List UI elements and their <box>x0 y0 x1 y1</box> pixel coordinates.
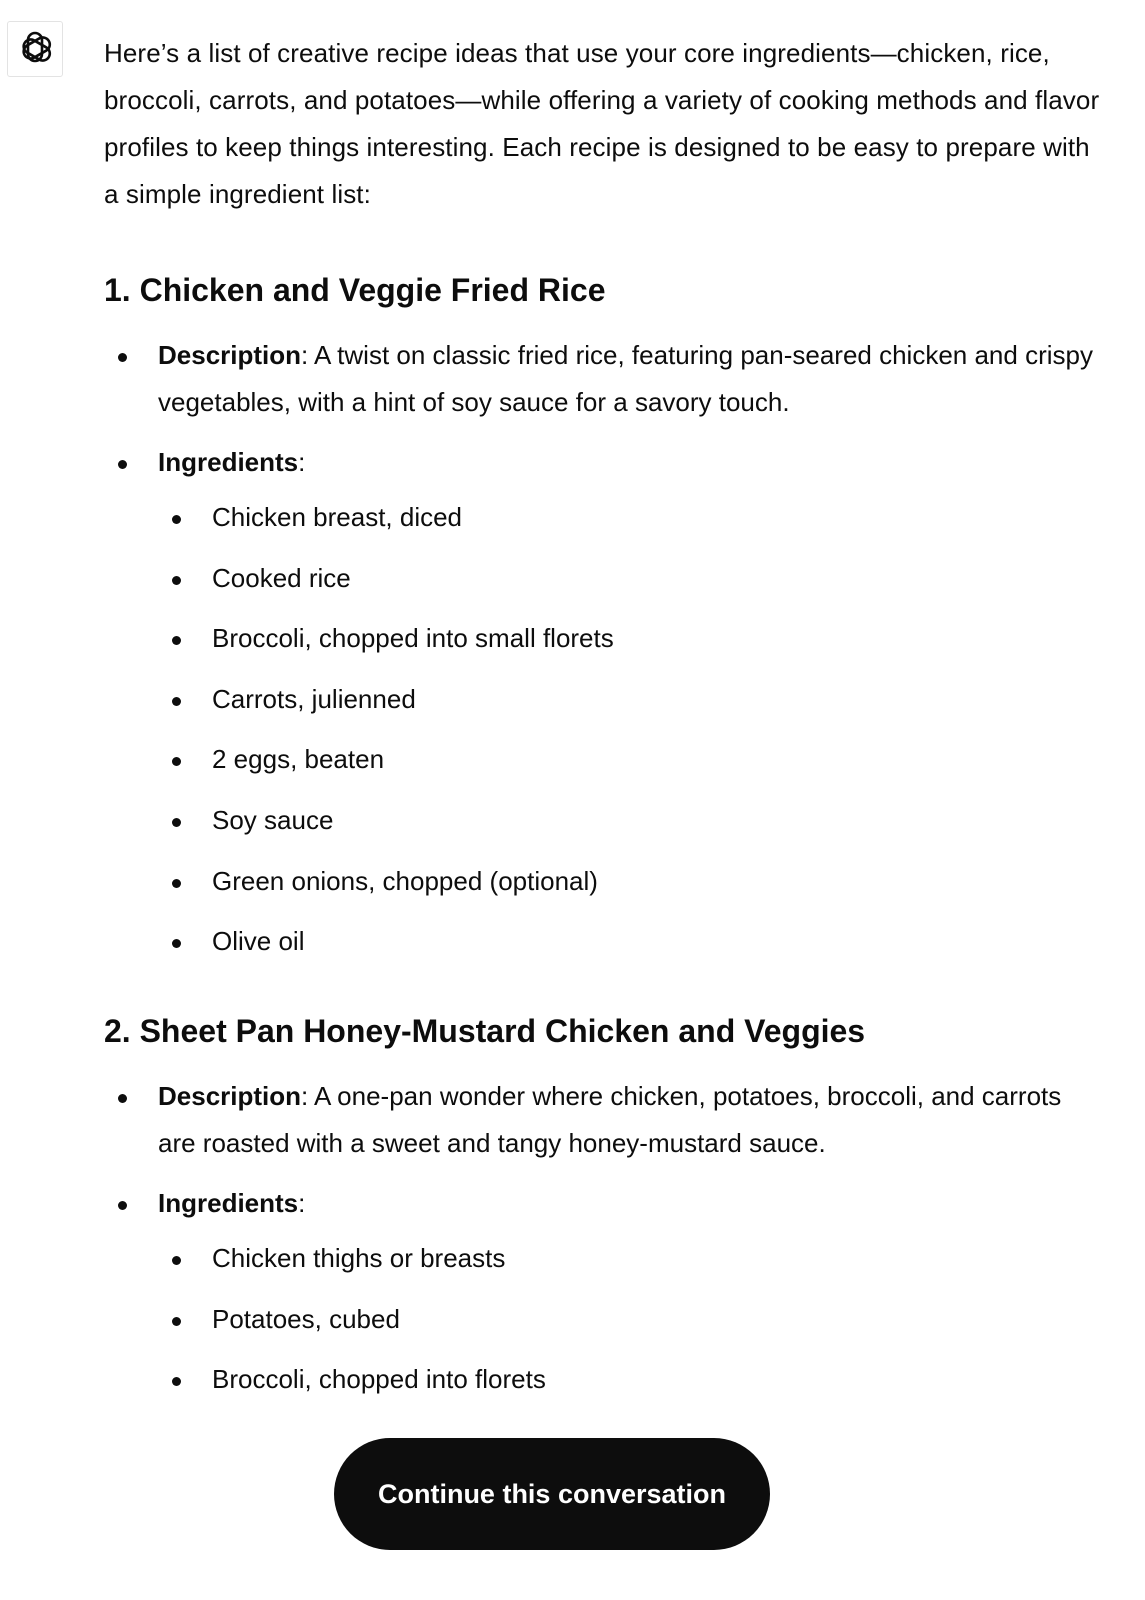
assistant-avatar <box>7 21 63 77</box>
ingredient-item: Chicken thighs or breasts <box>158 1235 1104 1282</box>
recipe-1-details <box>104 332 1104 965</box>
ingredient-item: Cooked rice <box>158 555 1104 602</box>
intro-paragraph: Here’s a list of creative recipe ideas that use your core ingredients—chicken, rice, broccoli, carrots, and potatoes—while offering a variety of cooking methods and flavor profiles to keep things interesting. Each recipe is designed to be easy to prepare with a simple ingredient list: <box>104 38 1100 209</box>
recipe-1-ingredient-list <box>158 494 1104 965</box>
ingredients-label: Ingredients <box>158 1188 299 1219</box>
recipe-1-ingredients <box>104 439 1104 965</box>
ingredient-item: Green onions, chopped (optional) <box>158 858 1104 905</box>
ingredient-item: Chicken breast, diced <box>158 494 1104 541</box>
continue-conversation-button[interactable]: Continue this conversation <box>334 1438 770 1550</box>
recipe-2 <box>104 1011 1104 1403</box>
description-label: Description <box>158 340 302 370</box>
description-text: : A twist on classic fried rice, featuring pan-seared chicken and crispy vegetables, with a hint of soy sauce for a savory touch. <box>158 340 1093 417</box>
recipe-2-title: 2. Sheet Pan Honey-Mustard Chicken and Veggies <box>104 1013 866 1050</box>
ingredient-item: 2 eggs, beaten <box>158 736 1104 783</box>
ingredient-item: Carrots, julienned <box>158 676 1104 723</box>
ingredients-suffix: : <box>298 1188 306 1219</box>
ingredient-item: Potatoes, cubed <box>158 1296 1104 1343</box>
description-label: Description <box>158 1081 302 1112</box>
recipe-1-title: 1. Chicken and Veggie Fried Rice <box>104 272 606 308</box>
ingredients-label: Ingredients <box>158 447 299 477</box>
recipe-2-details <box>104 1073 1104 1403</box>
recipe-2-description <box>104 1073 1104 1167</box>
assistant-message <box>104 30 1104 1417</box>
ingredients-suffix: : <box>298 447 306 477</box>
recipe-1-description <box>104 332 1104 426</box>
openai-logo-icon <box>13 27 57 71</box>
recipe-1 <box>104 270 1104 965</box>
ingredient-item: Soy sauce <box>158 797 1104 844</box>
ingredient-item: Olive oil <box>158 918 1104 965</box>
description-text: : A one-pan wonder where chicken, potatoes, broccoli, and carrots are roasted with a sweet and tangy honey-mustard sauce. <box>158 1081 1062 1159</box>
recipe-2-ingredients <box>104 1180 1104 1403</box>
ingredient-item: Broccoli, chopped into small florets <box>158 615 1104 662</box>
recipe-2-ingredient-list <box>158 1235 1104 1403</box>
ingredient-item: Broccoli, chopped into florets <box>158 1356 1104 1403</box>
